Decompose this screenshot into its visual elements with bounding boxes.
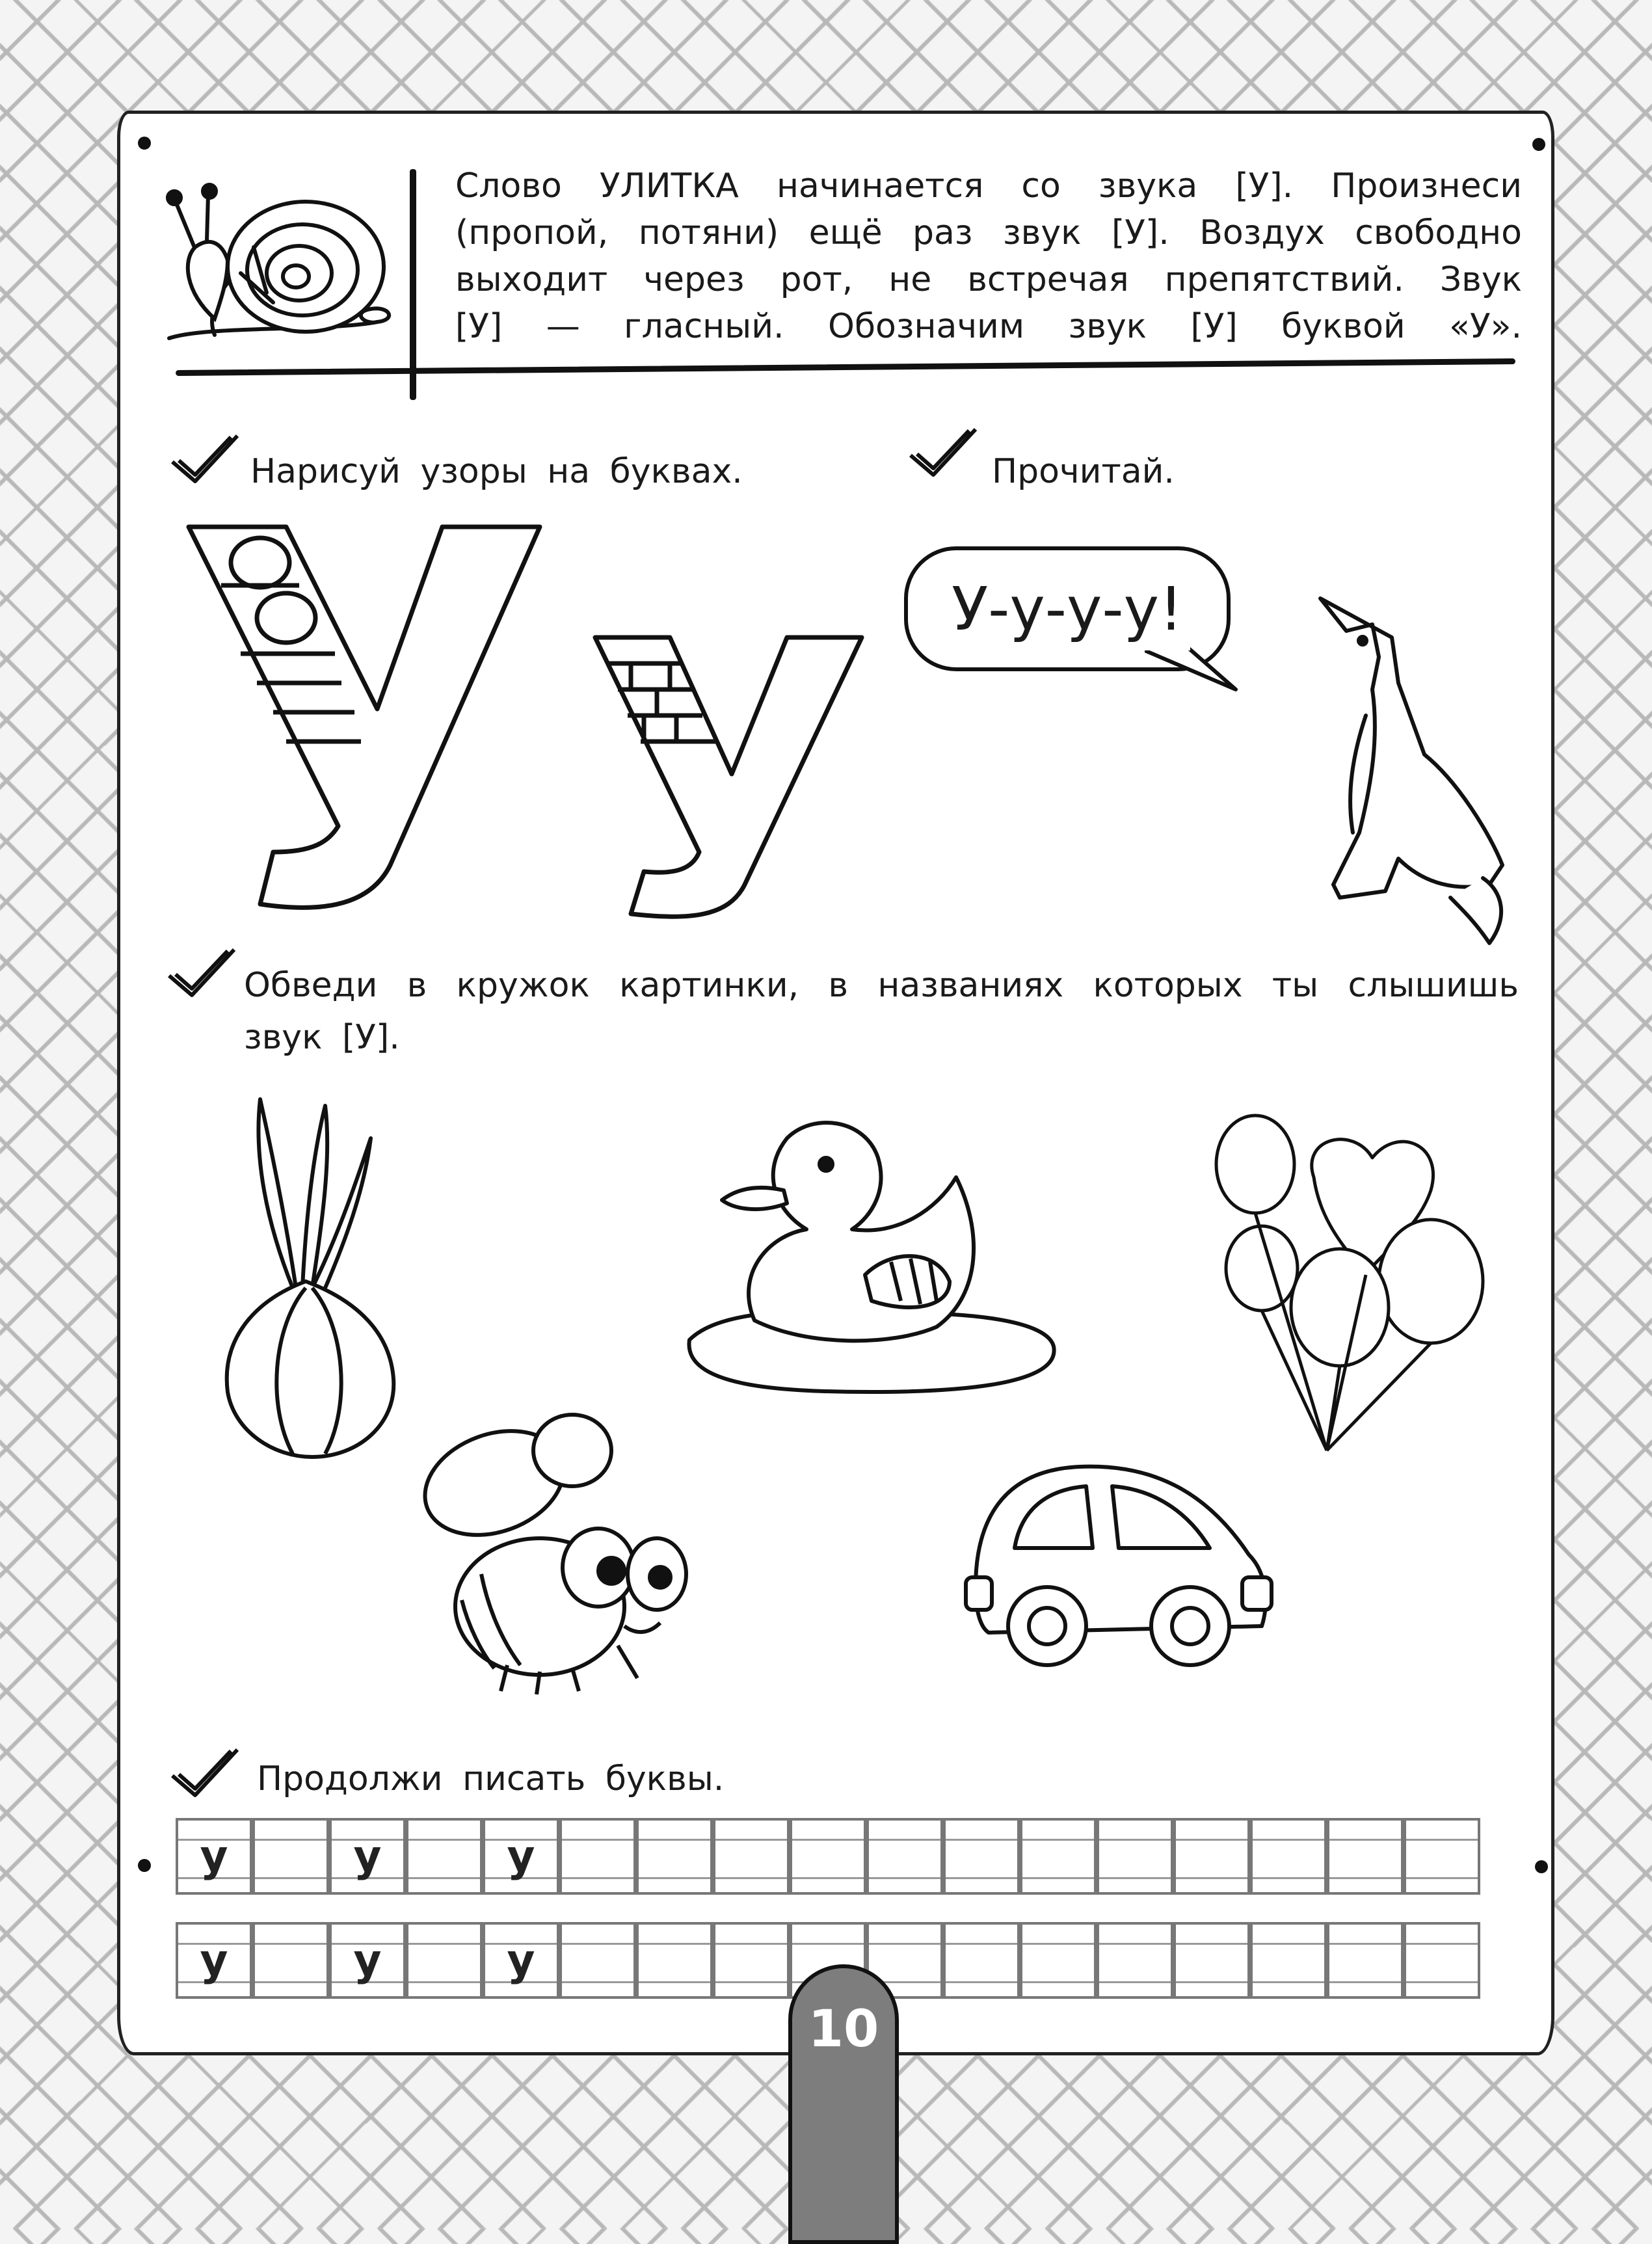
intro-line-4: [У] — гласный. Обозначим звук [У] буквой «У». <box>455 307 1522 346</box>
copybook-sample-letter: у <box>353 1935 382 1985</box>
task-circle-pictures-line-2: звук [У]. <box>244 1018 400 1057</box>
copybook-cell[interactable] <box>713 1922 790 1999</box>
copybook-cell[interactable] <box>1173 1922 1250 1999</box>
speech-bubble-text: У-у-у-у! <box>952 574 1183 644</box>
copybook-cell[interactable] <box>559 1922 636 1999</box>
copybook-sample-letter: у <box>200 1935 228 1985</box>
copybook-cell[interactable] <box>1250 1922 1327 1999</box>
page-number: 10 <box>808 2000 879 2059</box>
copybook-cell[interactable] <box>406 1922 483 1999</box>
duck-illustration <box>676 1106 1067 1411</box>
balloons-illustration <box>1184 1112 1496 1463</box>
task-draw-patterns: Нарисуй узоры на буквах. <box>250 452 743 491</box>
copybook-cell[interactable] <box>329 1922 406 1999</box>
copybook-cell[interactable] <box>1404 1922 1480 1999</box>
checkmark-icon <box>904 423 982 481</box>
copybook-cell[interactable] <box>1020 1922 1097 1999</box>
task-circle-pictures-line-1: Обведи в кружок картинки, в названиях которых ты слышишь <box>244 966 1519 1005</box>
copybook-cell[interactable] <box>790 1818 866 1895</box>
copybook-cell[interactable] <box>1020 1818 1097 1895</box>
checkmark-icon <box>166 429 244 488</box>
copybook-cell[interactable] <box>1327 1922 1404 1999</box>
copybook-cell[interactable] <box>559 1818 636 1895</box>
intro-line-2: (пропой, потяни) ещё раз звук [У]. Воздух свободно <box>455 213 1522 252</box>
copybook-cell[interactable] <box>713 1818 790 1895</box>
intro-line-3: выходит через рот, не встречая препятствий. Звук <box>455 260 1522 299</box>
copybook-cell[interactable] <box>406 1818 483 1895</box>
pin-bottom-right <box>1535 1860 1548 1873</box>
copybook-cell[interactable] <box>866 1818 943 1895</box>
copybook-cell[interactable] <box>1404 1818 1480 1895</box>
copybook-sample-letter: у <box>507 1935 535 1985</box>
checkmark-icon <box>163 943 241 1002</box>
intro-line-1: Слово УЛИТКА начинается со звука [У]. Произнеси <box>455 167 1522 206</box>
wolf-illustration <box>1294 585 1528 950</box>
fly-illustration <box>416 1411 702 1698</box>
copybook-sample-letter: у <box>353 1831 382 1881</box>
intro-paragraph <box>455 163 1522 350</box>
copybook-cell[interactable] <box>943 1818 1020 1895</box>
copybook-cell[interactable] <box>1173 1818 1250 1895</box>
outlined-letter-upper <box>182 514 546 917</box>
copybook-cell[interactable] <box>483 1818 559 1895</box>
copybook-sample-letter: у <box>507 1831 535 1881</box>
copybook-cell[interactable] <box>483 1922 559 1999</box>
copybook-cell[interactable] <box>636 1818 713 1895</box>
pin-top-left <box>138 137 151 150</box>
copybook-cell[interactable] <box>1097 1818 1173 1895</box>
task-read: Прочитай. <box>992 452 1175 491</box>
copybook-cell[interactable] <box>943 1922 1020 1999</box>
car-illustration <box>963 1457 1275 1672</box>
copybook-cell[interactable] <box>176 1922 252 1999</box>
pin-top-right <box>1532 138 1545 151</box>
copybook-cell[interactable] <box>636 1922 713 1999</box>
copybook-cell[interactable] <box>252 1922 329 1999</box>
checkmark-icon <box>166 1743 244 1802</box>
copybook-cell[interactable] <box>1250 1818 1327 1895</box>
speech-bubble-tail <box>1145 644 1242 696</box>
copybook-cell[interactable] <box>252 1818 329 1895</box>
pin-bottom-left <box>138 1859 151 1872</box>
intro-divider-vertical <box>410 169 416 400</box>
onion-illustration <box>215 1093 403 1470</box>
snail-illustration <box>156 169 403 358</box>
copybook-cell[interactable] <box>176 1818 252 1895</box>
outlined-letter-lower <box>592 624 865 924</box>
copybook-cell[interactable] <box>1327 1818 1404 1895</box>
task-continue-writing: Продолжи писать буквы. <box>257 1759 725 1798</box>
copybook-cell[interactable] <box>1097 1922 1173 1999</box>
copybook-sample-letter: у <box>200 1831 228 1881</box>
copybook-cell[interactable] <box>329 1818 406 1895</box>
